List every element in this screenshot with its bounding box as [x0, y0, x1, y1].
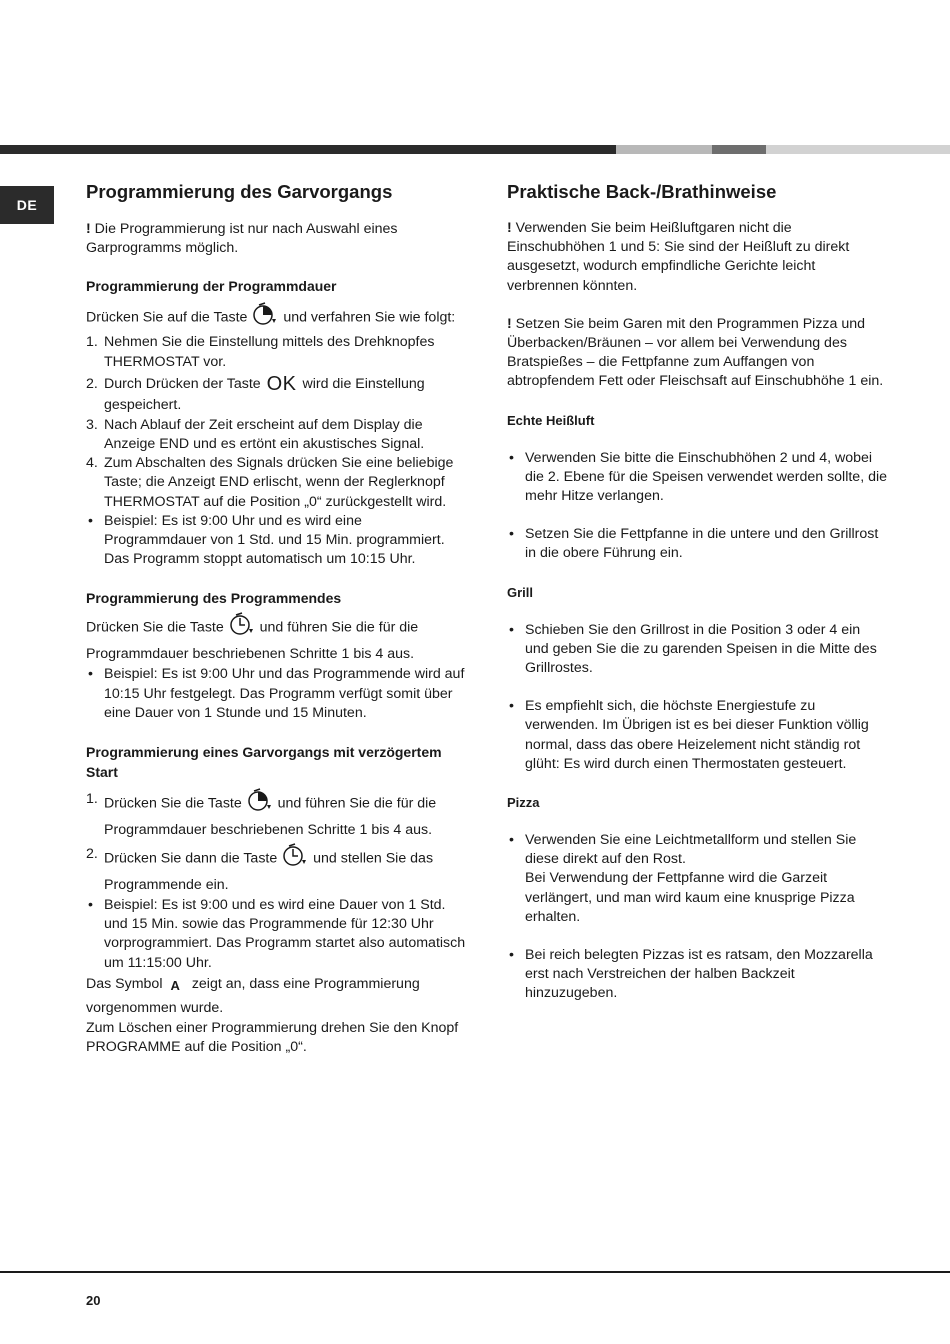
list-item: • Schieben Sie den Grillrost in die Position 3 oder 4 ein und geben Sie die zu garenden Speisen in die Mitte des Grillrostes. [507, 621, 887, 679]
list-item: • Beispiel: Es ist 9:00 Uhr und es wird eine Programmdauer von 1 Std. und 15 Min. programmiert. Das Programm stoppt automatisch um 10:15 Uhr. [86, 512, 466, 570]
header-bar-segment [712, 145, 766, 154]
header-bar-segment [616, 145, 712, 154]
paragraph: Zum Löschen einer Programmierung drehen Sie den Knopf PROGRAMME auf die Position „0“. [86, 1019, 459, 1056]
list-item: • Beispiel: Es ist 9:00 und es wird eine Dauer von 1 Std. und 15 Min. sowie das Programmende für 12:30 Uhr vorprogrammiert. Das Programm startet also automatisch um 11:15:00 Uhr. [86, 896, 466, 973]
warning-note: ! Setzen Sie beim Garen mit den Programmen Pizza und Überbacken/Bräunen – vor allem bei Verwendung des Bratspießes – die Fettpfanne zum Auffangen von abtropfendem Fett oder Fleischsaft auf Einschubhöhe 1 ein. [507, 315, 884, 390]
list-item: 1. Drücken Sie die Taste und führen Sie die für die Programmdauer beschriebenen Schritte 1 bis 4 aus. [86, 788, 466, 841]
steps-list [86, 333, 466, 511]
subsection-heading: Programmierung der Programmdauer [86, 278, 337, 295]
paragraph: Drücken Sie die Taste und führen Sie die für die Programmdauer beschriebenen Schritte 1 bis 4 aus. [86, 612, 466, 665]
header-bar-segment [766, 145, 950, 154]
header-color-bar [0, 145, 950, 154]
footer-rule [0, 1271, 950, 1273]
warning-note: ! Verwenden Sie beim Heißluftgaren nicht die Einschubhöhen 1 und 5: Sie sind der Heißluft zu direkt ausgesetzt, wodurch empfindliche Gerichte leicht verbrennen könnten. [507, 220, 850, 294]
steps-list [86, 788, 466, 896]
intro-note: ! Die Programmierung ist nur nach Auswahl eines Garprogramms möglich. [86, 221, 398, 257]
list-item: 4. Zum Abschalten des Signals drücken Sie eine beliebige Taste; die Anzeigt END erlischt, wenn der Reglerknopf THERMOSTAT auf die Position „0“ zurückgestellt wird. [86, 455, 454, 510]
bullet-list [86, 665, 466, 723]
section-title: Programmierung des Garvorgangs [86, 181, 393, 202]
list-item: 1. Nehmen Sie die Einstellung mittels des Drehknopfes THERMOSTAT vor. [86, 334, 435, 370]
bullet-list [86, 896, 466, 973]
list-item: • Bei reich belegten Pizzas ist es ratsam, den Mozzarella erst nach Verstreichen der halben Backzeit hinzuzugeben. [507, 946, 887, 1004]
subsection-heading: Pizza [507, 795, 540, 811]
bullet-list [507, 621, 887, 774]
list-item: • Setzen Sie die Fettpfanne in die untere und den Grillrost in die obere Führung ein. [507, 525, 887, 563]
programmed-symbol-icon: A [170, 977, 180, 993]
list-item: 2. Durch Drücken der Taste OK wird die Einstellung gespeichert. [86, 372, 425, 413]
timer-duration-icon [251, 302, 279, 333]
bullet-list [507, 449, 887, 564]
subsection-heading: Programmierung des Programmendes [86, 590, 342, 607]
bullet-list [86, 512, 466, 570]
list-item: 3. Nach Ablauf der Zeit erscheint auf dem Display die Anzeige END und es ertönt ein akustisches Signal. [86, 416, 425, 453]
timer-duration-icon [246, 788, 274, 819]
header-bar-segment [0, 145, 616, 154]
list-item: • Es empfiehlt sich, die höchste Energiestufe zu verwenden. Im Übrigen ist es bei dieser Funktion völlig normal, dass das obere Heizelement nicht ständig rot glüht: Es wird durch einen Thermostaten gesteuert. [507, 697, 887, 774]
ok-key-icon: OK [266, 372, 297, 395]
paragraph: Drücken Sie auf die Taste und verfahren Sie wie folgt: [86, 302, 466, 333]
subsection-heading: Echte Heißluft [507, 412, 595, 428]
list-item: • Beispiel: Es ist 9:00 Uhr und das Programmende wird auf 10:15 Uhr festgelegt. Das Programm verfügt somit über eine Dauer von 1 Stunde und 15 Minuten. [86, 665, 466, 723]
right-column [507, 180, 887, 1004]
subsection-heading: Grill [507, 584, 534, 600]
list-item: • Verwenden Sie bitte die Einschubhöhen 2 und 4, wobei die 2. Ebene für die Speisen verwendet werden sollte, die mehr Hitze verlangen. [507, 449, 887, 507]
page-number: 20 [86, 1293, 101, 1308]
subsection-heading: Programmierung eines Garvorgangs mit verzögertem Start [86, 744, 442, 781]
list-item: • Verwenden Sie eine Leichtmetallform und stellen Sie diese direkt auf den Rost. Bei Verwendung der Fettpfanne wird die Garzeit verlängert, und man wird kaum eine knusprige Pizza erhalten. [507, 831, 887, 927]
section-title: Praktische Back-/Brathinweise [507, 181, 777, 202]
language-tab: DE [0, 186, 54, 224]
timer-end-icon [281, 843, 309, 874]
left-column [86, 180, 466, 1057]
timer-end-icon [228, 612, 256, 643]
list-item: 2. Drücken Sie dann die Taste und stellen Sie das Programmende ein. [86, 843, 466, 896]
paragraph: Das Symbol A zeigt an, dass eine Programmierung vorgenommen wurde. [86, 975, 420, 1016]
bullet-list [507, 831, 887, 1004]
